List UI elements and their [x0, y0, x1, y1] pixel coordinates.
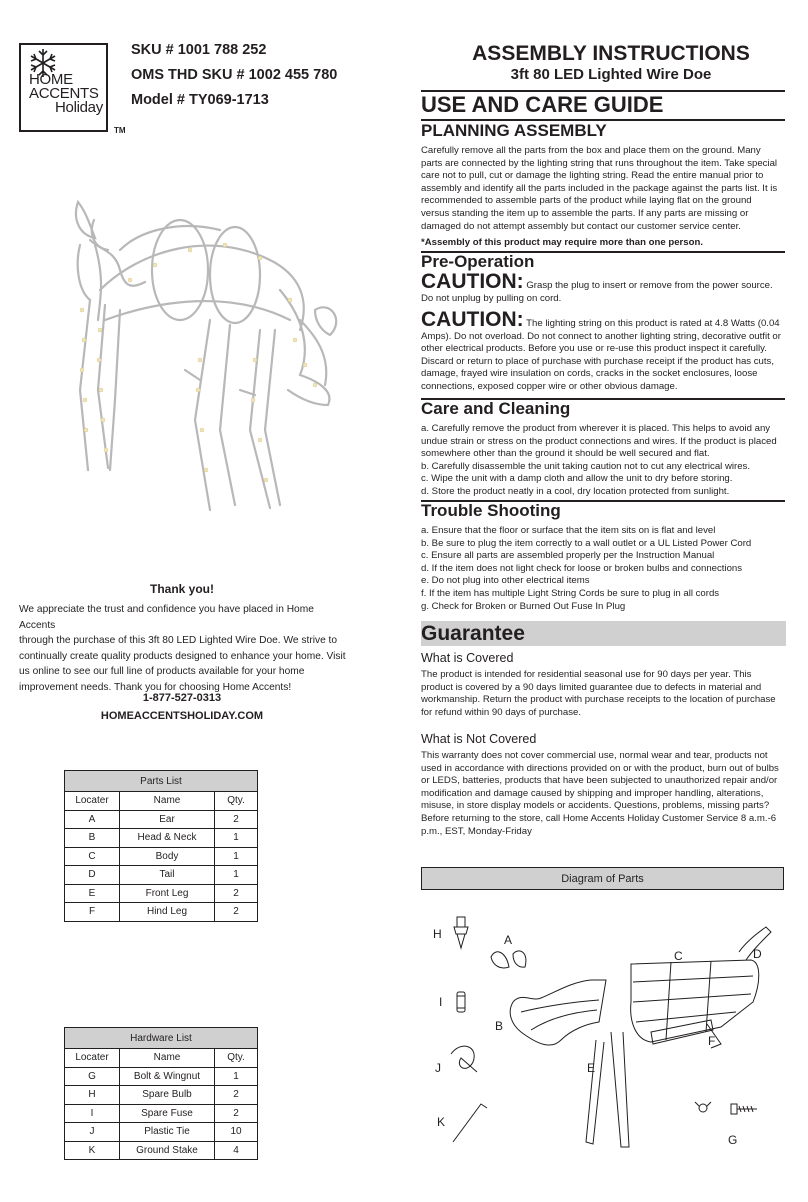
text-line: parts are connected by the lighting string that runs throughout the item. Take special	[421, 157, 778, 169]
text-line: a. Carefully remove the product from wherever it is placed. This helps to avoid any	[421, 423, 771, 434]
cell-name: Spare Bulb	[120, 1086, 215, 1105]
text-line: c. Ensure all parts are assembled properly per the Instruction Manual	[421, 550, 715, 562]
text-line: e. Do not plug into other electrical items	[421, 575, 590, 587]
label-d: D	[753, 947, 762, 961]
label-b: B	[495, 1019, 504, 1033]
head-neck-part	[510, 980, 606, 1045]
planning-title: PLANNING ASSEMBLY	[421, 121, 607, 140]
cell-name: Tail	[120, 866, 215, 885]
use-care-title: USE AND CARE GUIDE	[421, 92, 664, 117]
cell-qty: 10	[215, 1123, 258, 1142]
logo-line-accents: ACCENTS	[29, 85, 99, 102]
text-line: b. Be sure to plug the item correctly to a wall outlet or a UL Listed Power Cord	[421, 537, 752, 549]
parts-list-table	[64, 770, 258, 922]
thank-you-line: We appreciate the trust and confidence you have placed in Home Accents	[19, 604, 314, 631]
thank-you-line: continually create quality products designed to enhance your home. Visit	[19, 650, 346, 662]
planning-text	[421, 145, 791, 233]
sku-number: SKU # 1001 788 252	[131, 42, 267, 58]
cell-locater: E	[65, 884, 120, 903]
cell-qty: 1	[215, 1067, 258, 1086]
trademark: TM	[114, 126, 126, 135]
preop-title: Pre-Operation	[421, 252, 535, 271]
thank-you-line: us online to see our full line of products available for your home	[19, 666, 305, 677]
cell-locater: G	[65, 1067, 120, 1086]
hardware-list-title: Hardware List	[65, 1028, 258, 1049]
text-line: for refund within 90 days of purchase.	[421, 706, 581, 718]
covered-title: What is Covered	[421, 651, 514, 665]
thank-you-line: through the purchase of this 3ft 80 LED Lighted Wire Doe. We strive to	[19, 635, 338, 646]
cell-locater: A	[65, 810, 120, 829]
text-line: c. Wipe the unit with a damp cloth and allow the unit to dry before storing.	[421, 473, 733, 485]
cell-locater: H	[65, 1086, 120, 1105]
parts-list-title: Parts List	[65, 771, 258, 792]
text-line: d. Store the product neatly in a cool, dry location protected from sunlight.	[421, 485, 730, 497]
text-line: modification and damage caused by shipping and improper handling, alterations,	[421, 787, 764, 799]
column-header: Locater	[65, 1049, 120, 1068]
text-line: Discard or return to place of purchase with purchase receipt if the product has cuts,	[421, 355, 775, 367]
cell-qty: 1	[215, 866, 258, 885]
cell-name: Front Leg	[120, 884, 215, 903]
cell-name: Spare Fuse	[120, 1104, 215, 1123]
spare-bulb-icon	[454, 917, 468, 948]
diagram-title: Diagram of Parts	[421, 867, 784, 890]
cell-qty: 2	[215, 903, 258, 922]
covered-text	[421, 669, 791, 719]
label-h: H	[433, 927, 442, 941]
logo-line-home: HOME	[29, 71, 73, 88]
cell-locater: D	[65, 866, 120, 885]
table-row	[65, 1067, 258, 1086]
text-line: or LEDS, batteries, products that have been subjected to unauthorized repair and/or	[421, 775, 778, 787]
table-row	[65, 1104, 258, 1123]
text-line: versus standing the item up to assemble the parts. If any parts are missing or	[421, 207, 749, 219]
text-line: damage, frayed wire insulation on cords, cracks in the socket enclosures, loose	[421, 368, 758, 380]
ground-stake-icon	[453, 1104, 487, 1142]
logo-line-holiday: Holiday	[55, 99, 103, 116]
caution-2	[421, 308, 791, 394]
table-row	[65, 884, 258, 903]
text-line: workmanship. Return the product with purchase receipts to the location of purchase	[421, 694, 776, 706]
text-line: This warranty does not cover commercial use, normal wear and tear, products not	[421, 750, 768, 761]
fuse-icon	[457, 992, 465, 1012]
text-line: p.m., EST, Monday-Friday	[421, 825, 532, 837]
text-line: Amps). Do not overload. Do not connect to another lighting string, decorative outfit or	[421, 330, 781, 342]
thank-you-body	[19, 602, 349, 695]
guarantee-title: Guarantee	[421, 622, 525, 645]
cell-qty: 2	[215, 884, 258, 903]
product-photo	[60, 190, 345, 525]
phone-number: 1-877-527-0313	[142, 692, 222, 704]
trouble-title: Trouble Shooting	[421, 501, 561, 520]
text-line: somewhere other than the ground it should be well secured and flat.	[421, 448, 710, 460]
label-a: A	[504, 933, 513, 947]
cell-locater: F	[65, 903, 120, 922]
text-line: connections, exposed copper wire or other obvious damage.	[421, 380, 678, 392]
label-c: C	[674, 949, 683, 963]
body-part	[631, 960, 759, 1042]
label-i: I	[439, 995, 443, 1009]
caution-word: CAUTION:	[421, 308, 524, 331]
text-line: Carefully remove all the parts from the box and place them on the ground. Many	[421, 145, 761, 156]
table-row	[65, 1086, 258, 1105]
column-header: Qty.	[215, 1049, 258, 1068]
text-line: Before returning to the store, call Home Accents Holiday Customer Service 8 a.m.-6	[421, 812, 777, 824]
hardware-list-table	[64, 1027, 258, 1160]
product-subtitle: 3ft 80 LED Lighted Wire Doe	[510, 66, 712, 83]
label-j: J	[435, 1061, 441, 1075]
text-line: other electrical products. Before you use or re-use this product inspect it carefully.	[421, 343, 767, 355]
table-row	[65, 866, 258, 885]
ear-icon	[491, 952, 509, 968]
text-line: a. Ensure that the floor or surface that the item sits on is flat and level	[421, 525, 716, 536]
text-line: d. If the item does not light check for loose or broken bulbs and connections	[421, 562, 743, 574]
text-line: The product is intended for residential seasonal use for 90 days per year. This	[421, 669, 752, 680]
not-covered-text	[421, 750, 791, 838]
cell-qty: 1	[215, 829, 258, 848]
website: HOMEACCENTSHOLIDAY.COM	[100, 710, 264, 722]
cell-name: Head & Neck	[120, 829, 215, 848]
label-e: E	[587, 1061, 596, 1075]
table-row	[65, 1123, 258, 1142]
assembly-note: *Assembly of this product may require more than one person.	[421, 237, 704, 248]
column-header: Locater	[65, 792, 120, 811]
text-line: g. Check for Broken or Burned Out Fuse In Plug	[421, 600, 626, 612]
oms-sku-number: OMS THD SKU # 1002 455 780	[131, 67, 338, 83]
care-title: Care and Cleaning	[421, 399, 571, 418]
trouble-text	[421, 525, 791, 613]
cell-name: Hind Leg	[120, 903, 215, 922]
text-line: used in accordance with directions provided on or with the product, burn out of bulbs	[421, 762, 779, 774]
cell-locater: C	[65, 847, 120, 866]
text-line: Do not unplug by pulling on cord.	[421, 292, 562, 304]
cell-name: Plastic Tie	[120, 1123, 215, 1142]
cell-name: Body	[120, 847, 215, 866]
model-number: Model # TY069-1713	[131, 92, 269, 108]
cell-name: Bolt & Wingnut	[120, 1067, 215, 1086]
brand-logo	[19, 43, 108, 132]
cell-locater: B	[65, 829, 120, 848]
thank-you-line: improvement needs. Thank you for choosing Home Accents!	[19, 681, 292, 693]
cell-qty: 2	[215, 1086, 258, 1105]
table-row	[65, 810, 258, 829]
text-line: damaged do not attempt assembly but contact our customer service center.	[421, 220, 741, 232]
label-f: F	[708, 1034, 716, 1048]
table-row	[65, 1141, 258, 1160]
text-line: Grasp the plug to insert or remove from the power source.	[526, 280, 773, 291]
cell-qty: 2	[215, 1104, 258, 1123]
text-line: care not to pull, cut or damage the lighting string. Read the entire manual prior to	[421, 170, 764, 182]
plastic-tie-icon	[451, 1046, 477, 1072]
thank-you-title: Thank you!	[149, 582, 214, 596]
care-text	[421, 423, 791, 499]
cell-locater: J	[65, 1123, 120, 1142]
cell-locater: I	[65, 1104, 120, 1123]
cell-qty: 2	[215, 810, 258, 829]
text-line: product is covered by a 90 days limited guarantee due to defects in material and	[421, 681, 762, 693]
column-header: Name	[120, 792, 215, 811]
not-covered-title: What is Not Covered	[421, 732, 537, 746]
text-line: The lighting string on this product is rated at 4.8 Watts (0.04	[526, 318, 780, 329]
cell-name: Ear	[120, 810, 215, 829]
bolt-wingnut-icon	[695, 1102, 757, 1114]
cell-qty: 1	[215, 847, 258, 866]
caution-word: CAUTION:	[421, 270, 524, 293]
cell-qty: 4	[215, 1141, 258, 1160]
cell-name: Ground Stake	[120, 1141, 215, 1160]
text-line: f. If the item has multiple Light String Cords be sure to plug in all cords	[421, 587, 720, 599]
label-g: G	[728, 1133, 738, 1147]
assembly-title: ASSEMBLY INSTRUCTIONS	[472, 42, 750, 65]
cell-locater: K	[65, 1141, 120, 1160]
table-row	[65, 829, 258, 848]
text-line: recommended to assemble parts of the product while laying flat on the ground	[421, 195, 752, 207]
text-line: undue strain or stress on the product connections and wires. If the product is placed	[421, 435, 777, 447]
table-row	[65, 903, 258, 922]
parts-diagram	[421, 912, 801, 1152]
text-line: misuse, in store display models or accidents. Questions, problems, missing parts?	[421, 800, 770, 812]
column-header: Qty.	[215, 792, 258, 811]
caution-1	[421, 270, 791, 305]
front-leg-part	[586, 1032, 629, 1147]
ear-icon	[513, 951, 526, 967]
text-line: assembly and identify all the parts included in the package against the parts list. It is	[421, 182, 778, 194]
label-k: K	[437, 1115, 446, 1129]
table-row	[65, 847, 258, 866]
column-header: Name	[120, 1049, 215, 1068]
text-line: b. Carefully disassemble the unit taking caution not to cut any electrical wires.	[421, 460, 751, 472]
logo-text	[29, 73, 103, 115]
